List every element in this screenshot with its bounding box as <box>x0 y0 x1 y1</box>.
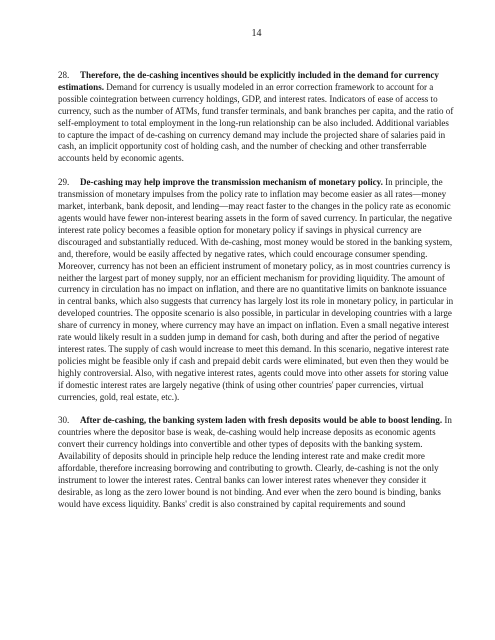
paragraph-number: 29. <box>58 177 70 188</box>
paragraph-number: 30. <box>58 415 70 426</box>
paragraph-body: Demand for currency is usually modeled in an error correction framework to account for a possible cointegration between currency holdings, GDP, and interest rates. Indicators of ease of access to currency, such as the number of ATMs, fund transfer terminals, and bank branches per capita, and the ratio of self-employment to total employment in the long-run relationship can be also included. Additional variables to capture the impact of de-cashing on currency demand may include the projected share of salaries paid in cash, an implicit opportunity cost of holding cash, and the number of checking and other transferrable accounts held by economic agents. <box>58 81 454 164</box>
paragraph-body: In countries where the depositor base is weak, de-cashing would help increase deposits as economic agents convert their currency holdings into convertible and other types of deposits with the banking system. Availability of deposits should in principle help reduce the lending interest rate and make credit more affordable, therefore increasing borrowing and contributing to growth. Clearly, de-cashing is not the only instrument to lower the interest rates. Central banks can lower interest rates whenever they consider it desirable, as long as the zero lower bound is not binding. And ever when the zero bound is binding, banks would have excess liquidity. Banks' credit is also constrained by capital requirements and sound <box>58 415 452 509</box>
paragraph-number: 28. <box>58 70 70 80</box>
paragraph-29 <box>58 177 455 403</box>
paragraph-heading: De-cashing may help improve the transmission mechanism of monetary policy. <box>80 177 383 188</box>
paragraph-heading: Therefore, the de-cashing incentives should be explicitly included in the demand for currency estimations. <box>58 70 439 92</box>
paragraph-28 <box>58 70 455 165</box>
paragraph-heading: After de-cashing, the banking system laden with fresh deposits would be able to boost lending. <box>80 415 443 426</box>
paragraph-body: In principle, the transmission of monetary impulses from the policy rate to inflation may become easier as all rates—money market, interbank, bank deposit, and lending—may react faster to the changes in the policy rate as economic agents would have fewer non-interest bearing assets in the form of saved currency. In particular, the negative interest rate policy becomes a feasible option for monetary policy if savings in physical currency are discouraged and substantially reduced. With de-cashing, most money would be stored in the banking system, and, therefore, would be easily affected by negative rates, which could encourage consumer spending. Moreover, currency has not been an efficient instrument of monetary policy, as in most countries currency is neither the largest part of money supply, nor an efficient mechanism for providing liquidity. The amount of currency in circulation has no impact on inflation, and there are no quantitative limits on banknote issuance in central banks, which also suggests that currency has largely lost its role in monetary policy, in particular in developed countries. The opposite scenario is also possible, in particular in developing countries with a large share of currency in money, where currency may have an impact on inflation. Even a small negative interest rate would likely result in a sudden jump in demand for cash, both during and after the period of negative interest rates. The supply of cash would increase to meet this demand. In this scenario, negative interest rate policies might be feasible only if cash and prepaid debit cards were eliminated, but even then they would be highly controversial. Also, with negative interest rates, agents could move into other assets for storing value if domestic interest rates are largely negative (think of using other countries' paper currencies, virtual currencies, gold, real estate, etc.). <box>58 177 454 402</box>
page-number: 14 <box>251 28 262 39</box>
paragraph-30 <box>58 415 455 510</box>
